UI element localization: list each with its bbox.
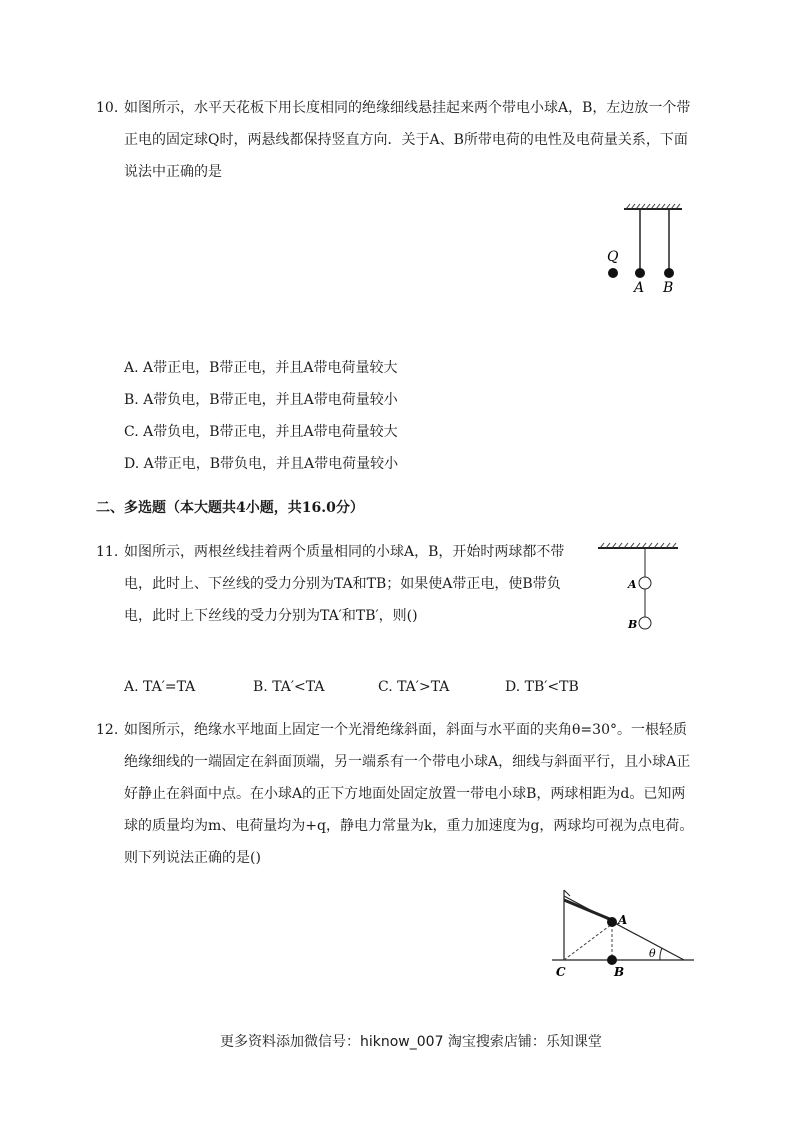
dashed-ca [564, 924, 612, 960]
q10-option-a: A. A带正电，B带正电，并且A带电荷量较大 [124, 360, 398, 376]
q10-figure [600, 195, 700, 305]
q11-line-2: 电，此时上、下丝线的受力分别为TA和TB；如果使A带正电，使B带负 [124, 576, 561, 592]
section-title: 二、多选题（本大题共4小题，共16.0分） [96, 500, 364, 516]
q10-line-3: 说法中正确的是 [124, 164, 222, 180]
label-theta: θ [649, 947, 656, 960]
ball-b [639, 617, 651, 629]
ball-a [639, 577, 651, 589]
footer-text: 更多资料添加微信号：hiknow_007 淘宝搜索店铺：乐知课堂 [220, 1034, 602, 1050]
label-b: B [663, 280, 674, 296]
q10-line-2: 正电的固定球Q时，两悬线都保持竖直方向．关于A、B所带电荷的电性及电荷量关系，下面 [124, 132, 688, 148]
q11-line-1: 如图所示，两根丝线挂着两个质量相同的小球A，B，开始时两球都不带 [124, 544, 565, 560]
ball-q [608, 268, 618, 278]
q12-line-1: 如图所示，绝缘水平地面上固定一个光滑绝缘斜面，斜面与水平面的夹角θ=30°。一根轻质 [124, 722, 687, 738]
ball-b [664, 268, 674, 278]
label-c: C [556, 965, 566, 979]
q11-option-c: C. TA′>TA [378, 679, 450, 695]
q12-line-4: 球的质量均为m、电荷量均为+q，静电力常量为k，重力加速度为g，两球均可视为点电荷。 [124, 818, 694, 834]
incline-top [564, 890, 570, 896]
q10-option-c: C. A带负电，B带正电，并且A带电荷量较大 [124, 424, 398, 440]
label-a: A [634, 280, 645, 296]
q10-option-d: D. A带正电，B带负电，并且A带电荷量较小 [124, 456, 399, 472]
ball-a [635, 268, 645, 278]
thread [564, 900, 612, 920]
label-b: B [614, 965, 625, 979]
ball-b [607, 955, 617, 965]
q10-option-b: B. A带负电，B带正电，并且A带电荷量较小 [124, 392, 398, 408]
q11-option-b: B. TA′<TA [253, 679, 325, 695]
q12-line-5: 则下列说法正确的是() [124, 850, 261, 866]
label-a: A [628, 578, 637, 591]
q11-line-3: 电，此时上下丝线的受力分别为TA′和TB′，则() [124, 608, 418, 624]
q11-number: 11. [96, 544, 119, 560]
angle-arc [660, 948, 662, 960]
q11-option-a: A. TA′=TA [124, 679, 196, 695]
q12-line-2: 绝缘细线的一端固定在斜面顶端，另一端系有一个带电小球A，细线与斜面平行，且小球A正 [124, 754, 691, 770]
q12-figure [548, 884, 698, 984]
label-a: A [618, 913, 628, 927]
q11-figure [590, 538, 690, 638]
label-b: B [628, 618, 638, 631]
q10-line-1: 如图所示，水平天花板下用长度相同的绝缘细线悬挂起来两个带电小球A，B，左边放一个带 [124, 100, 691, 116]
q11-option-d: D. TB′<TB [505, 679, 579, 695]
ball-a [607, 917, 617, 927]
q12-number: 12. [96, 722, 119, 738]
incline-line [564, 896, 684, 960]
label-q: Q [607, 249, 619, 265]
q10-number: 10. [96, 100, 119, 116]
q12-line-3: 好静止在斜面中点。在小球A的正下方地面处固定放置一带电小球B，两球相距为d。已知两 [124, 786, 686, 802]
